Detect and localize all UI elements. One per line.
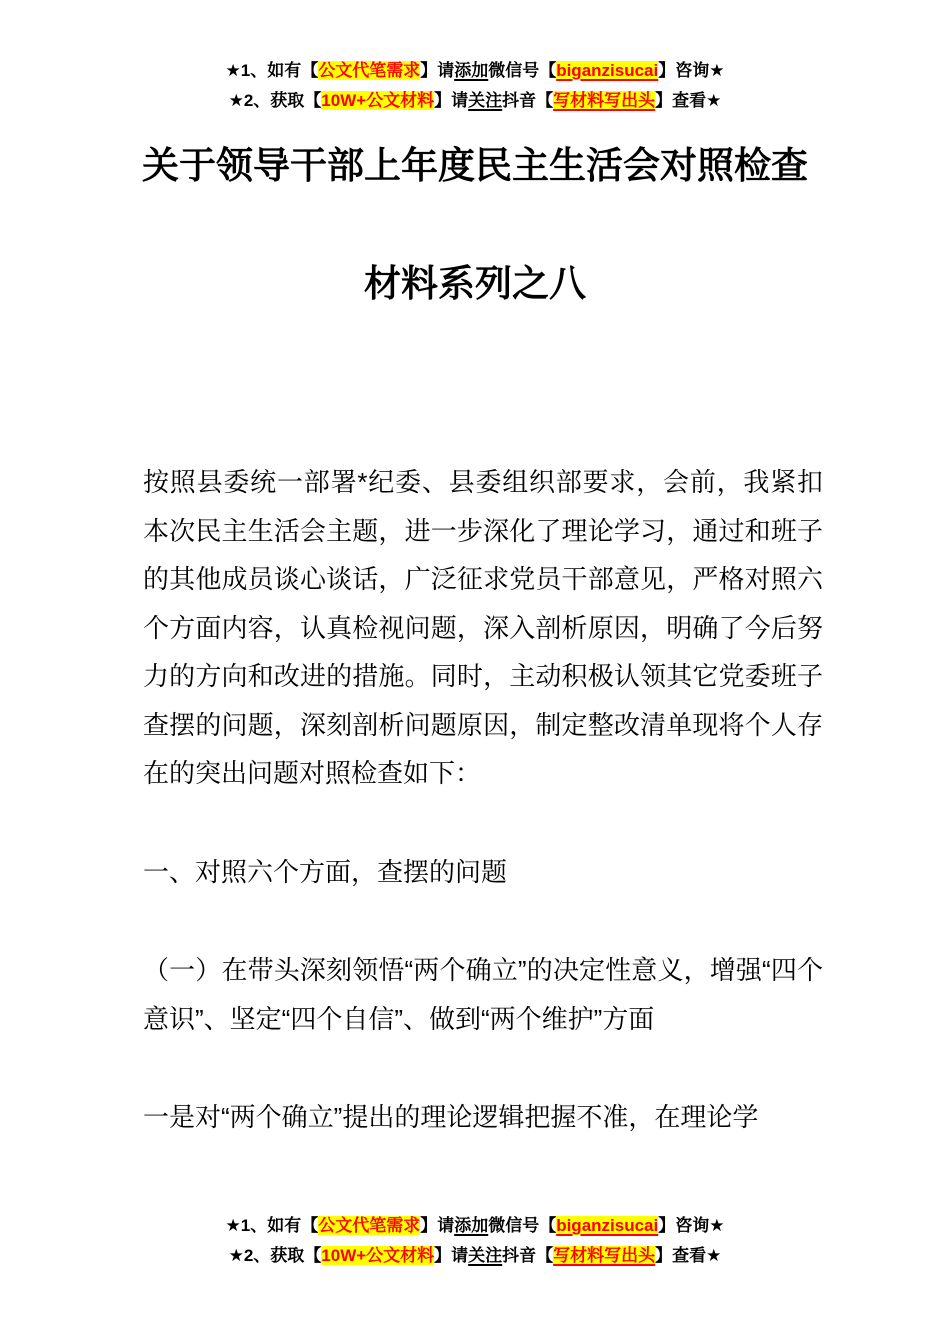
promo-segment: 抖音【: [502, 91, 554, 110]
promo-segment: biganzisucai: [556, 61, 659, 80]
intro-paragraph: 按照县委统一部署*纪委、县委组织部要求，会前，我紧扣本次民主生活会主题，进一步深化了理论学习，通过和班子的其他成员谈心谈话，广泛征求党员干部意见，严格对照六个方面内容，认真检视问题，深入剖析原因，明确了今后努力的方向和改进的措施。同时，主动积极认领其它党委班子查摆的问题，深刻剖析问题原因，制定整改清单现将个人存在的突出问题对照检查如下：: [143, 467, 823, 788]
promo-segment: 公文代笔需求: [318, 1216, 421, 1235]
promo-banner-top: [0, 56, 950, 116]
promo-segment: 】咨询★: [658, 1216, 725, 1235]
promo-segment: 微信号【: [488, 61, 557, 80]
promo-segment: 公文代笔需求: [318, 61, 421, 80]
promo-segment: 写材料写出头: [553, 1246, 656, 1265]
promo-segment: 】请: [434, 91, 469, 110]
promo-line-1: [0, 1211, 950, 1241]
document-body: [143, 458, 823, 1142]
promo-segment: 】查看★: [655, 91, 722, 110]
promo-line-2: [0, 1241, 950, 1271]
promo-segment: ★1、如有【: [225, 61, 319, 80]
promo-segment: 10W+公文材料: [321, 1246, 435, 1265]
subsection-heading: （一）在带头深刻领悟“两个确立”的决定性意义，增强“四个意识”、坚定“四个自信”、做到“两个维护”方面: [143, 955, 823, 1034]
promo-segment: 】请: [420, 1216, 455, 1235]
promo-line-2: [0, 86, 950, 116]
promo-segment: 抖音【: [502, 1246, 554, 1265]
promo-segment: 添加: [454, 61, 489, 80]
promo-segment: 】请: [420, 61, 455, 80]
promo-segment: 添加: [454, 1216, 489, 1235]
promo-segment: 关注: [468, 91, 503, 110]
promo-segment: 10W+公文材料: [321, 91, 435, 110]
promo-segment: 写材料写出头: [553, 91, 656, 110]
document-title-line-2: 材料系列之八: [364, 263, 586, 304]
promo-segment: 】咨询★: [658, 61, 725, 80]
section-heading: 一、对照六个方面，查摆的问题: [143, 856, 508, 887]
promo-segment: 微信号【: [488, 1216, 557, 1235]
promo-segment: ★2、获取【: [228, 91, 322, 110]
point-paragraph: 一是对“两个确立”提出的理论逻辑把握不准，在理论学: [143, 1102, 759, 1132]
document-title-line-1: 关于领导干部上年度民主生活会对照检查: [142, 145, 808, 186]
promo-line-1: [0, 56, 950, 86]
promo-segment: 】请: [434, 1246, 469, 1265]
promo-segment: ★2、获取【: [228, 1246, 322, 1265]
promo-segment: 】查看★: [655, 1246, 722, 1265]
promo-segment: biganzisucai: [556, 1216, 659, 1235]
promo-segment: ★1、如有【: [225, 1216, 319, 1235]
promo-banner-bottom: [0, 1211, 950, 1271]
promo-segment: 关注: [468, 1246, 503, 1265]
